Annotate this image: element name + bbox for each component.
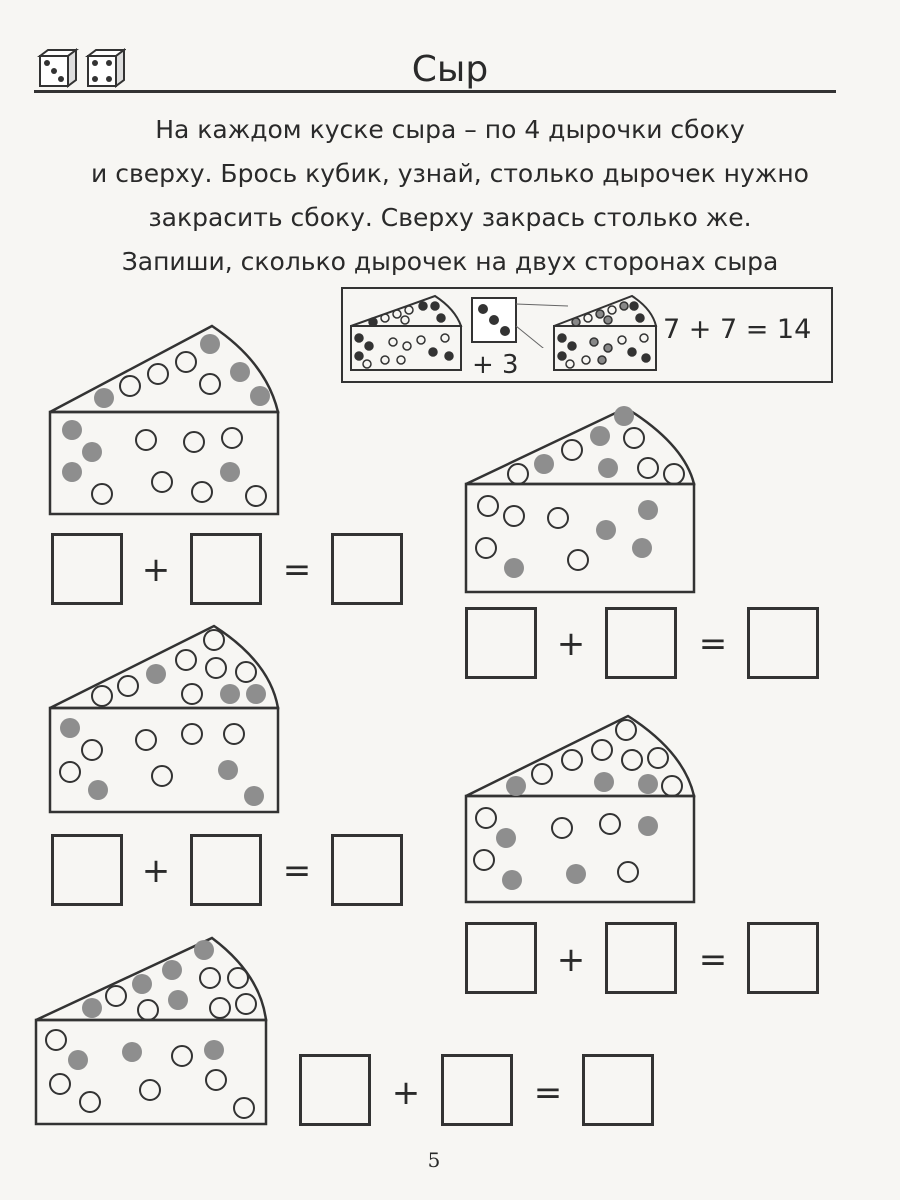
cheese-icon xyxy=(462,712,702,908)
plus-sign: + xyxy=(391,1073,421,1113)
instruction-line: закрасить сбоку. Сверху закрась столько же. xyxy=(148,203,752,232)
equals-sign: = xyxy=(282,851,312,891)
page-number: 5 xyxy=(427,1148,441,1172)
plus-sign: + xyxy=(141,550,171,590)
answer-box[interactable] xyxy=(747,922,819,994)
answer-box[interactable] xyxy=(582,1054,654,1126)
plus-sign: + xyxy=(141,851,171,891)
cheese-icon xyxy=(462,404,702,600)
answer-box[interactable] xyxy=(190,834,262,906)
answer-box[interactable] xyxy=(441,1054,513,1126)
answer-box[interactable] xyxy=(331,533,403,605)
answer-box[interactable] xyxy=(465,922,537,994)
answer-box[interactable] xyxy=(51,533,123,605)
page-title: Сыр xyxy=(411,49,489,90)
plus-sign: + xyxy=(556,940,586,980)
cheese-icon xyxy=(46,622,286,818)
title-divider xyxy=(34,90,836,93)
example-cheese-before-icon xyxy=(345,294,465,374)
instructions xyxy=(20,108,880,284)
answer-box[interactable] xyxy=(299,1054,371,1126)
example-equation: 7 + 7 = 14 xyxy=(663,314,812,345)
equals-sign: = xyxy=(698,940,728,980)
answer-box[interactable] xyxy=(465,607,537,679)
answer-box[interactable] xyxy=(605,607,677,679)
instruction-line: и сверху. Брось кубик, узнай, столько дырочек нужно xyxy=(91,159,809,188)
answer-box[interactable] xyxy=(605,922,677,994)
equals-sign: = xyxy=(282,550,312,590)
cheese-icon xyxy=(46,322,286,518)
equals-sign: = xyxy=(533,1073,563,1113)
example-die-label: + 3 xyxy=(472,350,519,380)
answer-box[interactable] xyxy=(51,834,123,906)
answer-box[interactable] xyxy=(747,607,819,679)
example-cheese-after-icon xyxy=(550,294,662,374)
instruction-line: Запиши, сколько дырочек на двух сторонах сыра xyxy=(121,247,779,276)
answer-box[interactable] xyxy=(331,834,403,906)
equals-sign: = xyxy=(698,624,728,664)
instruction-line: На каждом куске сыра – по 4 дырочки сбоку xyxy=(155,115,745,144)
cheese-icon xyxy=(32,934,272,1130)
answer-box[interactable] xyxy=(190,533,262,605)
plus-sign: + xyxy=(556,624,586,664)
